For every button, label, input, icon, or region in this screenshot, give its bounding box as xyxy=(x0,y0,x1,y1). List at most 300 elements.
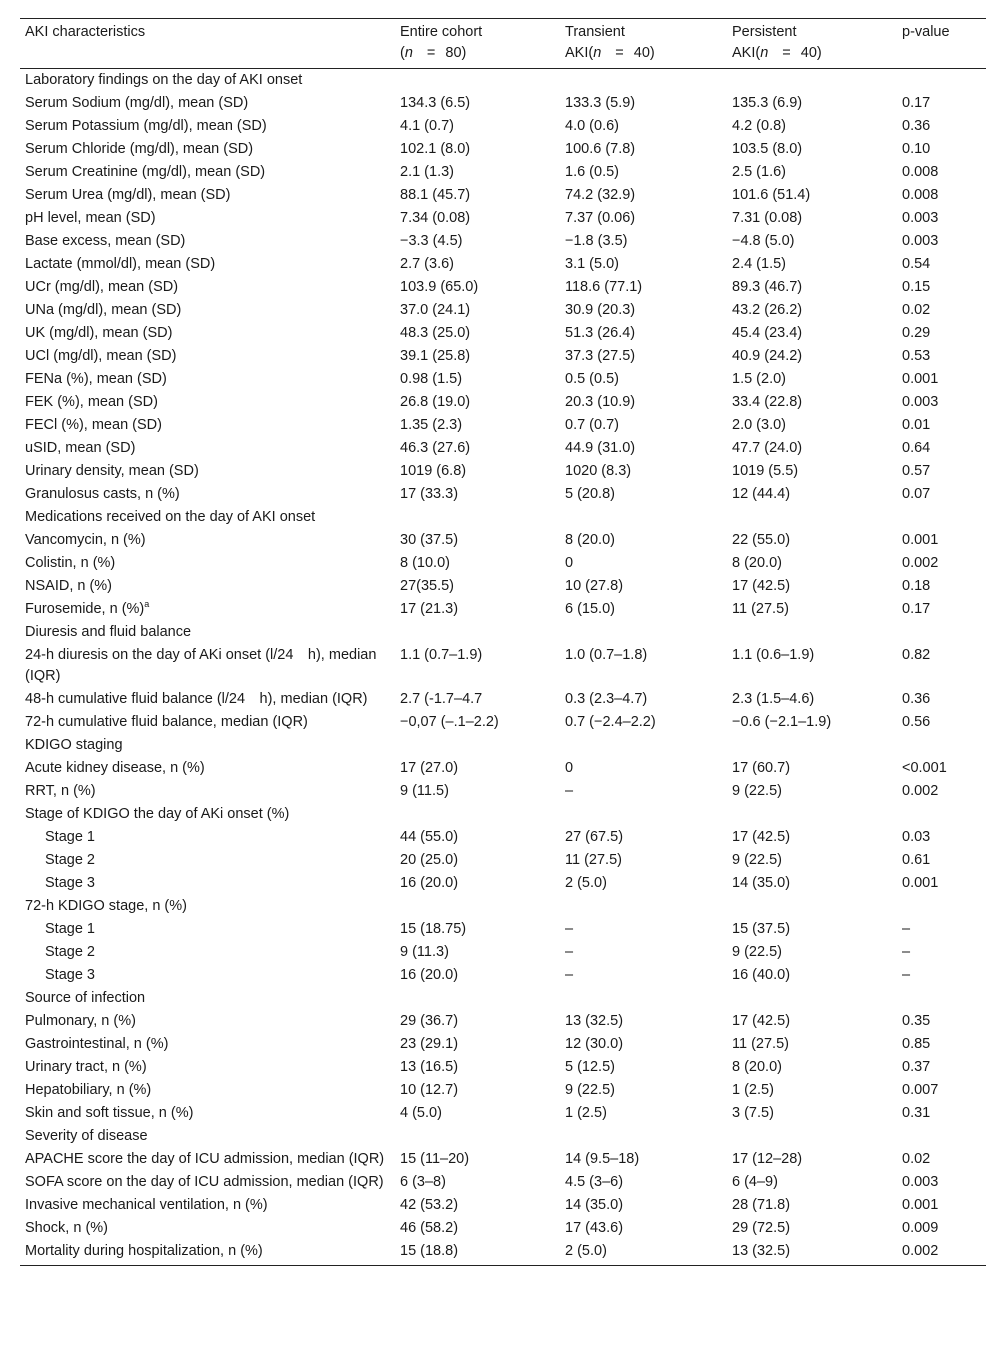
table-row xyxy=(20,1079,986,1102)
table-row xyxy=(20,711,986,734)
table-row xyxy=(20,345,986,368)
persistent-aki-value: 3 (7.5) xyxy=(732,1105,774,1121)
entire-cohort-value: 17 (27.0) xyxy=(400,760,459,776)
row-label: 48-h cumulative fluid balance (l/24 h), median (IQR) xyxy=(25,691,368,707)
p-value: 0.57 xyxy=(902,463,931,479)
row-label-cell xyxy=(20,483,395,506)
transient-aki-value: 10 (27.8) xyxy=(565,578,624,594)
p-value: 0.36 xyxy=(902,691,931,707)
row-label: RRT, n (%) xyxy=(25,783,96,799)
table-row xyxy=(20,368,986,391)
row-label: Serum Potassium (mg/dl), mean (SD) xyxy=(25,118,267,134)
p-value: 0.002 xyxy=(902,555,939,571)
persistent-aki-value: 101.6 (51.4) xyxy=(732,187,811,203)
entire-cohort-value: −0,07 (–.1–2.2) xyxy=(400,714,499,730)
table-container xyxy=(20,18,986,1266)
transient-aki-value: 14 (35.0) xyxy=(565,1197,624,1213)
persistent-aki-value: 2.4 (1.5) xyxy=(732,256,786,272)
table-row xyxy=(20,1240,986,1266)
persistent-aki-value: 4.2 (0.8) xyxy=(732,118,786,134)
row-label-cell xyxy=(20,414,395,437)
p-value: 0.002 xyxy=(897,1240,986,1266)
transient-aki-value: 0.7 (−2.4–2.2) xyxy=(565,714,656,730)
row-label-cell xyxy=(20,552,395,575)
p-value: 0.008 xyxy=(902,187,939,203)
table-row xyxy=(20,299,986,322)
table-row xyxy=(20,115,986,138)
transient-aki-value: 12 (30.0) xyxy=(565,1036,624,1052)
section-heading: Severity of disease xyxy=(25,1128,148,1144)
row-label: UK (mg/dl), mean (SD) xyxy=(25,325,173,341)
transient-aki-value: 1 (2.5) xyxy=(565,1105,607,1121)
transient-aki-value: 9 (22.5) xyxy=(565,1082,615,1098)
header-aki-characteristics: AKI characteristics xyxy=(20,19,395,69)
table-row xyxy=(20,1102,986,1125)
row-label: Serum Sodium (mg/dl), mean (SD) xyxy=(25,95,249,111)
entire-cohort-value: 46.3 (27.6) xyxy=(400,440,471,456)
section-heading: Laboratory findings on the day of AKI onset xyxy=(25,72,303,88)
row-label: Stage 3 xyxy=(45,967,95,983)
p-value: – xyxy=(902,921,911,937)
persistent-aki-value: 17 (42.5) xyxy=(732,578,791,594)
entire-cohort-value: 37.0 (24.1) xyxy=(400,302,471,318)
persistent-aki-value: 9 (22.5) xyxy=(732,783,782,799)
row-label: FECl (%), mean (SD) xyxy=(25,417,162,433)
transient-aki-value: – xyxy=(565,783,574,799)
transient-aki-value: 2 (5.0) xyxy=(565,875,607,891)
row-label: Skin and soft tissue, n (%) xyxy=(25,1105,194,1121)
table-row xyxy=(20,207,986,230)
persistent-aki-value: 11 (27.5) xyxy=(732,1036,789,1052)
table-row xyxy=(20,276,986,299)
transient-aki-value: – xyxy=(565,967,574,983)
section-heading: Medications received on the day of AKI onset xyxy=(25,509,316,525)
row-label: Colistin, n (%) xyxy=(25,555,116,571)
persistent-aki-value: 1.1 (0.6–1.9) xyxy=(732,647,815,663)
persistent-aki-value: 29 (72.5) xyxy=(732,1220,791,1236)
entire-cohort-value: 26.8 (19.0) xyxy=(400,394,471,410)
row-label: uSID, mean (SD) xyxy=(25,440,136,456)
transient-aki-value: 118.6 (77.1) xyxy=(565,279,643,295)
table-row xyxy=(20,826,986,849)
persistent-aki-value: 45.4 (23.4) xyxy=(732,325,803,341)
p-value: <0.001 xyxy=(902,760,947,776)
persistent-aki-value: 43.2 (26.2) xyxy=(732,302,803,318)
section-heading: KDIGO staging xyxy=(25,737,123,753)
entire-cohort-value: 13 (16.5) xyxy=(400,1059,459,1075)
persistent-aki-value: −0.6 (−2.1–1.9) xyxy=(732,714,832,730)
persistent-aki-value: 103.5 (8.0) xyxy=(732,141,803,157)
table-row xyxy=(20,184,986,207)
p-value: 0.29 xyxy=(902,325,931,341)
row-label-cell xyxy=(20,138,395,161)
p-value: 0.35 xyxy=(902,1013,931,1029)
persistent-aki-value: 17 (12–28) xyxy=(732,1151,803,1167)
p-value: 0.007 xyxy=(902,1082,939,1098)
p-value: 0.54 xyxy=(902,256,931,272)
section-row xyxy=(20,803,986,826)
aki-characteristics-table xyxy=(20,18,986,1266)
persistent-aki-value: 7.31 (0.08) xyxy=(732,210,803,226)
table-row xyxy=(20,138,986,161)
transient-aki-value: 2 (5.0) xyxy=(560,1240,727,1266)
transient-aki-value: 27 (67.5) xyxy=(565,829,624,845)
table-row xyxy=(20,941,986,964)
header-persistent-aki: Persistent AKI(n = 40) xyxy=(727,19,897,69)
table-row xyxy=(20,437,986,460)
p-value: 0.008 xyxy=(902,164,939,180)
row-label: Stage 2 xyxy=(45,852,95,868)
p-value: 0.003 xyxy=(902,1174,939,1190)
table-row xyxy=(20,1148,986,1171)
persistent-aki-value: 1019 (5.5) xyxy=(732,463,799,479)
row-label: Urinary density, mean (SD) xyxy=(25,463,199,479)
row-label: Shock, n (%) xyxy=(25,1220,108,1236)
p-value: 0.03 xyxy=(902,829,931,845)
row-label-cell xyxy=(20,598,395,621)
row-label: Stage 3 xyxy=(45,875,95,891)
section-heading: Diuresis and fluid balance xyxy=(25,624,192,640)
persistent-aki-value: 1.5 (2.0) xyxy=(732,371,786,387)
table-row xyxy=(20,253,986,276)
entire-cohort-value: 42 (53.2) xyxy=(400,1197,459,1213)
persistent-aki-value: 9 (22.5) xyxy=(732,852,782,868)
p-value: 0.001 xyxy=(902,532,939,548)
entire-cohort-value: 8 (10.0) xyxy=(400,555,450,571)
transient-aki-value: 8 (20.0) xyxy=(565,532,615,548)
p-value: 0.82 xyxy=(902,647,931,663)
row-label-cell xyxy=(20,941,395,964)
row-label-cell xyxy=(20,780,395,803)
persistent-aki-value: 11 (27.5) xyxy=(732,601,789,617)
row-label: Stage 1 xyxy=(45,921,95,937)
row-label: UCr (mg/dl), mean (SD) xyxy=(25,279,179,295)
table-row xyxy=(20,161,986,184)
persistent-aki-value: 12 (44.4) xyxy=(732,486,791,502)
row-label: Base excess, mean (SD) xyxy=(25,233,186,249)
transient-aki-value: 0 xyxy=(565,760,574,776)
entire-cohort-value: 103.9 (65.0) xyxy=(400,279,479,295)
p-value: 0.001 xyxy=(902,875,939,891)
entire-cohort-value: 1.35 (2.3) xyxy=(400,417,463,433)
persistent-aki-value: 15 (37.5) xyxy=(732,921,791,937)
table-row xyxy=(20,529,986,552)
row-label: FENa (%), mean (SD) xyxy=(25,371,167,387)
table-row xyxy=(20,598,986,621)
row-label-cell xyxy=(20,115,395,138)
entire-cohort-value: 17 (21.3) xyxy=(400,601,459,617)
entire-cohort-value: 15 (18.75) xyxy=(400,921,467,937)
row-label-cell xyxy=(20,253,395,276)
p-value: – xyxy=(902,944,911,960)
row-label-cell xyxy=(20,1056,395,1079)
transient-aki-value: 3.1 (5.0) xyxy=(565,256,619,272)
row-label-cell xyxy=(20,391,395,414)
table-row xyxy=(20,1171,986,1194)
entire-cohort-value: 16 (20.0) xyxy=(400,875,459,891)
entire-cohort-value: 9 (11.3) xyxy=(400,944,449,960)
transient-aki-value: – xyxy=(565,944,574,960)
table-row xyxy=(20,1010,986,1033)
table-row xyxy=(20,918,986,941)
table-row xyxy=(20,552,986,575)
persistent-aki-value: 17 (60.7) xyxy=(732,760,791,776)
persistent-aki-value: 22 (55.0) xyxy=(732,532,791,548)
transient-aki-value: 7.37 (0.06) xyxy=(565,210,636,226)
section-row xyxy=(20,734,986,757)
section-row xyxy=(20,69,986,93)
transient-aki-value: 6 (15.0) xyxy=(565,601,615,617)
p-value: 0.64 xyxy=(902,440,931,456)
section-heading: Stage of KDIGO the day of AKi onset (%) xyxy=(25,806,290,822)
p-value: 0.02 xyxy=(902,302,931,318)
entire-cohort-value: 4.1 (0.7) xyxy=(400,118,454,134)
row-label: FEK (%), mean (SD) xyxy=(25,394,158,410)
entire-cohort-value: 29 (36.7) xyxy=(400,1013,459,1029)
table-row xyxy=(20,872,986,895)
table-row xyxy=(20,644,986,688)
row-label: Hepatobiliary, n (%) xyxy=(25,1082,152,1098)
entire-cohort-value: 0.98 (1.5) xyxy=(400,371,463,387)
entire-cohort-value: 6 (3–8) xyxy=(400,1174,446,1190)
transient-aki-value: 51.3 (26.4) xyxy=(565,325,636,341)
persistent-aki-value: 47.7 (24.0) xyxy=(732,440,803,456)
table-row xyxy=(20,688,986,711)
persistent-aki-value: 135.3 (6.9) xyxy=(732,95,803,111)
persistent-aki-value: 8 (20.0) xyxy=(732,1059,782,1075)
entire-cohort-value: 48.3 (25.0) xyxy=(400,325,471,341)
section-row xyxy=(20,987,986,1010)
row-label-cell xyxy=(20,437,395,460)
transient-aki-value: 0 xyxy=(565,555,574,571)
row-label-cell xyxy=(20,1148,395,1171)
table-header xyxy=(20,19,986,69)
transient-aki-value: 44.9 (31.0) xyxy=(565,440,636,456)
p-value: 0.15 xyxy=(902,279,931,295)
table-row xyxy=(20,1217,986,1240)
transient-aki-value: 4.5 (3–6) xyxy=(565,1174,624,1190)
row-label: 72-h cumulative fluid balance, median (IQR) xyxy=(25,714,308,730)
footnote-marker: a xyxy=(144,599,150,610)
row-label: Granulosus casts, n (%) xyxy=(25,486,180,502)
entire-cohort-value: 16 (20.0) xyxy=(400,967,459,983)
row-label-cell xyxy=(20,826,395,849)
p-value: 0.85 xyxy=(902,1036,931,1052)
persistent-aki-value: −4.8 (5.0) xyxy=(732,233,795,249)
row-label: Invasive mechanical ventilation, n (%) xyxy=(25,1197,268,1213)
table-row xyxy=(20,780,986,803)
p-value: 0.37 xyxy=(902,1059,931,1075)
p-value: 0.18 xyxy=(902,578,931,594)
entire-cohort-value: 46 (58.2) xyxy=(400,1220,459,1236)
row-label: Vancomycin, n (%) xyxy=(25,532,146,548)
row-label-cell xyxy=(20,1010,395,1033)
persistent-aki-value: 89.3 (46.7) xyxy=(732,279,803,295)
row-label-cell xyxy=(20,322,395,345)
entire-cohort-value: 9 (11.5) xyxy=(400,783,449,799)
entire-cohort-value: −3.3 (4.5) xyxy=(400,233,463,249)
row-label: Urinary tract, n (%) xyxy=(25,1059,147,1075)
p-value: 0.009 xyxy=(902,1220,939,1236)
persistent-aki-value: 1 (2.5) xyxy=(732,1082,774,1098)
row-label: Serum Chloride (mg/dl), mean (SD) xyxy=(25,141,254,157)
row-label-cell xyxy=(20,918,395,941)
row-label: Stage 1 xyxy=(45,829,95,845)
entire-cohort-value: 15 (18.8) xyxy=(395,1240,560,1266)
transient-aki-value: – xyxy=(565,921,574,937)
p-value: 0.02 xyxy=(902,1151,931,1167)
entire-cohort-value: 134.3 (6.5) xyxy=(400,95,471,111)
transient-aki-value: 4.0 (0.6) xyxy=(565,118,619,134)
transient-aki-value: 13 (32.5) xyxy=(565,1013,624,1029)
p-value: 0.36 xyxy=(902,118,931,134)
row-label: Acute kidney disease, n (%) xyxy=(25,760,205,776)
table-row xyxy=(20,964,986,987)
persistent-aki-value: 2.5 (1.6) xyxy=(732,164,786,180)
section-row xyxy=(20,895,986,918)
transient-aki-value: 1.0 (0.7–1.8) xyxy=(565,647,648,663)
row-label: SOFA score on the day of ICU admission, median (IQR) xyxy=(25,1174,384,1190)
entire-cohort-value: 88.1 (45.7) xyxy=(400,187,471,203)
persistent-aki-value: 2.0 (3.0) xyxy=(732,417,786,433)
row-label: Mortality during hospitalization, n (%) xyxy=(25,1243,263,1259)
p-value: 0.001 xyxy=(902,1197,939,1213)
transient-aki-value: 1020 (8.3) xyxy=(565,463,632,479)
table-row xyxy=(20,322,986,345)
row-label-cell xyxy=(20,575,395,598)
row-label-cell xyxy=(20,1102,395,1125)
transient-aki-value: 17 (43.6) xyxy=(565,1220,624,1236)
persistent-aki-value: 6 (4–9) xyxy=(732,1174,778,1190)
row-label-cell xyxy=(20,1194,395,1217)
entire-cohort-value: 2.1 (1.3) xyxy=(400,164,454,180)
row-label: NSAID, n (%) xyxy=(25,578,113,594)
persistent-aki-value: 14 (35.0) xyxy=(732,875,791,891)
row-label-cell xyxy=(20,368,395,391)
row-label-cell xyxy=(20,1217,395,1240)
row-label: APACHE score the day of ICU admission, median (IQR) xyxy=(25,1151,385,1167)
table-row xyxy=(20,575,986,598)
persistent-aki-value: 9 (22.5) xyxy=(732,944,782,960)
transient-aki-value: 20.3 (10.9) xyxy=(565,394,636,410)
persistent-aki-value: 17 (42.5) xyxy=(732,1013,791,1029)
entire-cohort-value: 15 (11–20) xyxy=(400,1151,470,1167)
p-value: 0.17 xyxy=(902,601,931,617)
transient-aki-value: 5 (12.5) xyxy=(565,1059,615,1075)
section-row xyxy=(20,506,986,529)
entire-cohort-value: 17 (33.3) xyxy=(400,486,459,502)
transient-aki-value: 37.3 (27.5) xyxy=(565,348,636,364)
p-value: 0.01 xyxy=(902,417,931,433)
entire-cohort-value: 39.1 (25.8) xyxy=(400,348,471,364)
transient-aki-value: 1.6 (0.5) xyxy=(565,164,619,180)
table-row xyxy=(20,391,986,414)
p-value: 0.61 xyxy=(902,852,931,868)
row-label: Lactate (mmol/dl), mean (SD) xyxy=(25,256,216,272)
p-value: 0.31 xyxy=(902,1105,931,1121)
row-label-cell xyxy=(20,299,395,322)
table-row xyxy=(20,414,986,437)
transient-aki-value: 0.7 (0.7) xyxy=(565,417,619,433)
entire-cohort-value: 4 (5.0) xyxy=(400,1105,442,1121)
row-label: Furosemide, n (%) xyxy=(25,601,145,617)
row-label: UNa (mg/dl), mean (SD) xyxy=(25,302,182,318)
table-row xyxy=(20,460,986,483)
entire-cohort-value: 1.1 (0.7–1.9) xyxy=(400,647,483,663)
row-label-cell xyxy=(20,276,395,299)
entire-cohort-value: 2.7 (-1.7–4.7 xyxy=(400,691,483,707)
p-value: 0.003 xyxy=(902,394,939,410)
entire-cohort-value: 10 (12.7) xyxy=(400,1082,459,1098)
p-value: 0.17 xyxy=(902,95,931,111)
entire-cohort-value: 102.1 (8.0) xyxy=(400,141,471,157)
entire-cohort-value: 7.34 (0.08) xyxy=(400,210,471,226)
header-p-value: p-value xyxy=(897,19,986,69)
persistent-aki-value: 2.3 (1.5–4.6) xyxy=(732,691,815,707)
header-transient-aki: Transient AKI(n = 40) xyxy=(560,19,727,69)
table-row xyxy=(20,1056,986,1079)
transient-aki-value: 0.3 (2.3–4.7) xyxy=(565,691,648,707)
row-label-cell xyxy=(20,1033,395,1056)
p-value: 0.001 xyxy=(902,371,939,387)
row-label-cell xyxy=(20,688,395,711)
row-label-cell xyxy=(20,644,395,688)
p-value: 0.003 xyxy=(902,210,939,226)
row-label-cell xyxy=(20,872,395,895)
p-value: 0.07 xyxy=(902,486,931,502)
row-label: Serum Urea (mg/dl), mean (SD) xyxy=(25,187,231,203)
row-label-cell xyxy=(20,849,395,872)
row-label-cell xyxy=(20,460,395,483)
persistent-aki-value: 40.9 (24.2) xyxy=(732,348,803,364)
entire-cohort-value: 2.7 (3.6) xyxy=(400,256,454,272)
persistent-aki-value: 16 (40.0) xyxy=(732,967,791,983)
row-label: UCl (mg/dl), mean (SD) xyxy=(25,348,177,364)
table-row xyxy=(20,1033,986,1056)
entire-cohort-value: 20 (25.0) xyxy=(400,852,459,868)
entire-cohort-value: 27(35.5) xyxy=(400,578,455,594)
persistent-aki-value: 13 (32.5) xyxy=(727,1240,897,1266)
table-row xyxy=(20,757,986,780)
transient-aki-value: 5 (20.8) xyxy=(565,486,615,502)
section-row xyxy=(20,621,986,644)
transient-aki-value: 11 (27.5) xyxy=(565,852,622,868)
row-label-cell xyxy=(20,161,395,184)
transient-aki-value: −1.8 (3.5) xyxy=(565,233,628,249)
row-label-cell xyxy=(20,207,395,230)
persistent-aki-value: 28 (71.8) xyxy=(732,1197,791,1213)
header-entire-cohort: Entire cohort (n = 80) xyxy=(395,19,560,69)
row-label-cell xyxy=(20,757,395,780)
p-value: 0.003 xyxy=(902,233,939,249)
entire-cohort-value: 44 (55.0) xyxy=(400,829,459,845)
persistent-aki-value: 33.4 (22.8) xyxy=(732,394,803,410)
persistent-aki-value: 8 (20.0) xyxy=(732,555,782,571)
table-row xyxy=(20,92,986,115)
row-label-cell xyxy=(20,1171,395,1194)
table-body xyxy=(20,69,986,1266)
transient-aki-value: 30.9 (20.3) xyxy=(565,302,636,318)
row-label: Pulmonary, n (%) xyxy=(25,1013,136,1029)
table-row xyxy=(20,230,986,253)
row-label: pH level, mean (SD) xyxy=(25,210,156,226)
table-row xyxy=(20,849,986,872)
p-value: 0.56 xyxy=(902,714,931,730)
p-value: 0.002 xyxy=(902,783,939,799)
section-heading: Source of infection xyxy=(25,990,146,1006)
row-label-cell xyxy=(20,184,395,207)
entire-cohort-value: 23 (29.1) xyxy=(400,1036,459,1052)
